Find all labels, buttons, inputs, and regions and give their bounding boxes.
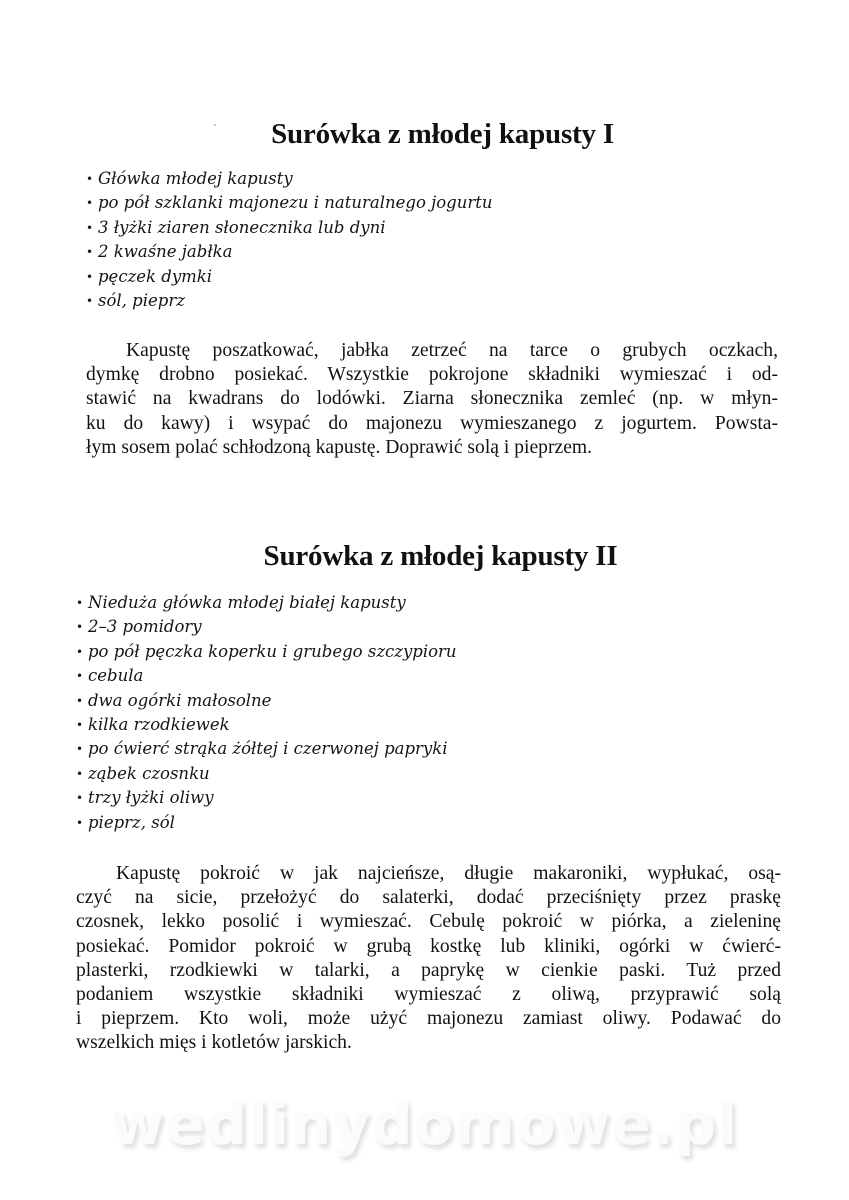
- method-line: czosnek, lekko posolić i wymieszać. Cebulę pokroić w piórka, a zieleninę: [76, 911, 781, 933]
- bullet-icon: •: [76, 742, 84, 757]
- bullet-icon: •: [86, 196, 94, 211]
- ingredient-item: • pieprz, sól: [76, 811, 457, 835]
- method-line: i pieprzem. Kto woli, może użyć majonezu zamiast oliwy. Podawać do: [76, 1008, 781, 1030]
- ingredient-item: • trzy łyżki oliwy: [76, 786, 457, 810]
- method-line: czyć na sicie, przełożyć do salaterki, dodać przeciśnięty przez praskę: [76, 887, 781, 909]
- ingredient-item: • Nieduża główka młodej białej kapusty: [76, 591, 457, 615]
- bullet-icon: •: [86, 245, 94, 260]
- bullet-icon: •: [76, 815, 84, 830]
- ingredient-item: • po pół szklanki majonezu i naturalnego jogurtu: [86, 191, 493, 215]
- ingredient-item: • kilka rzodkiewek: [76, 713, 457, 737]
- method-line: wszelkich mięs i kotletów jarskich.: [76, 1032, 352, 1054]
- bullet-icon: •: [76, 693, 84, 708]
- ingredient-item: • po pół pęczka koperku i grubego szczypioru: [76, 640, 457, 664]
- bullet-icon: •: [76, 596, 84, 610]
- ingredient-item: • cebula: [76, 664, 457, 688]
- bullet-icon: •: [86, 220, 94, 235]
- recipe-2-ingredients-list: [76, 591, 457, 835]
- ingredient-item: • po ćwierć strąka żółtej i czerwonej papryki: [76, 737, 457, 761]
- method-line: dymkę drobno posiekać. Wszystkie pokrojone składniki wymieszać i od-: [86, 364, 778, 386]
- recipe-1-title: Surówka z młodej kapusty I: [271, 118, 614, 150]
- bullet-icon: •: [76, 644, 84, 659]
- method-line: ku do kawy) i wsypać do majonezu wymieszanego z jogurtem. Powsta-: [86, 412, 778, 434]
- watermark: wedlinydomowe.pl: [110, 1090, 739, 1158]
- recipe-2-method: [76, 862, 781, 1056]
- method-line: plasterki, rzodkiewki w talarki, a paprykę w cienkie paski. Tuż przed: [76, 959, 781, 981]
- ingredient-item: • 2–3 pomidory: [76, 615, 457, 639]
- method-line: posiekać. Pomidor pokroić w grubą kostkę lub kliniki, ogórki w ćwierć-: [76, 935, 781, 957]
- recipe-1-ingredients-list: [86, 167, 493, 313]
- recipe-2-title: Surówka z młodej kapusty II: [263, 540, 618, 572]
- bullet-icon: •: [76, 669, 84, 684]
- method-line: podaniem wszystkie składniki wymieszać z oliwą, przyprawić solą: [76, 984, 781, 1006]
- ingredient-item: • sól, pieprz: [86, 289, 493, 313]
- recipe-1-method: [86, 339, 778, 460]
- bullet-icon: •: [86, 294, 94, 309]
- bullet-icon: •: [76, 791, 84, 806]
- ingredient-item: • ząbek czosnku: [76, 762, 457, 786]
- method-line: Kapustę poszatkować, jabłka zetrzeć na tarce o grubych oczkach,: [126, 340, 778, 361]
- method-line: łym sosem polać schłodzoną kapustę. Doprawić solą i pieprzem.: [86, 436, 593, 458]
- ingredient-item: • 2 kwaśne jabłka: [86, 240, 493, 264]
- ingredient-item: • Główka młodej kapusty: [86, 167, 493, 191]
- bullet-icon: •: [76, 718, 84, 733]
- bullet-icon: •: [86, 172, 94, 186]
- method-line: Kapustę pokroić w jak najcieńsze, długie makaroniki, wypłukać, osą-: [116, 863, 781, 884]
- bullet-icon: •: [76, 766, 84, 781]
- bullet-icon: •: [86, 269, 94, 284]
- method-line: stawić na kwadrans do lodówki. Ziarna słonecznika zemleć (np. w młyn-: [86, 388, 778, 410]
- ingredient-item: • pęczek dymki: [86, 265, 493, 289]
- ingredient-item: • 3 łyżki ziaren słonecznika lub dyni: [86, 216, 493, 240]
- bullet-icon: •: [76, 620, 84, 635]
- ingredient-item: • dwa ogórki małosolne: [76, 689, 457, 713]
